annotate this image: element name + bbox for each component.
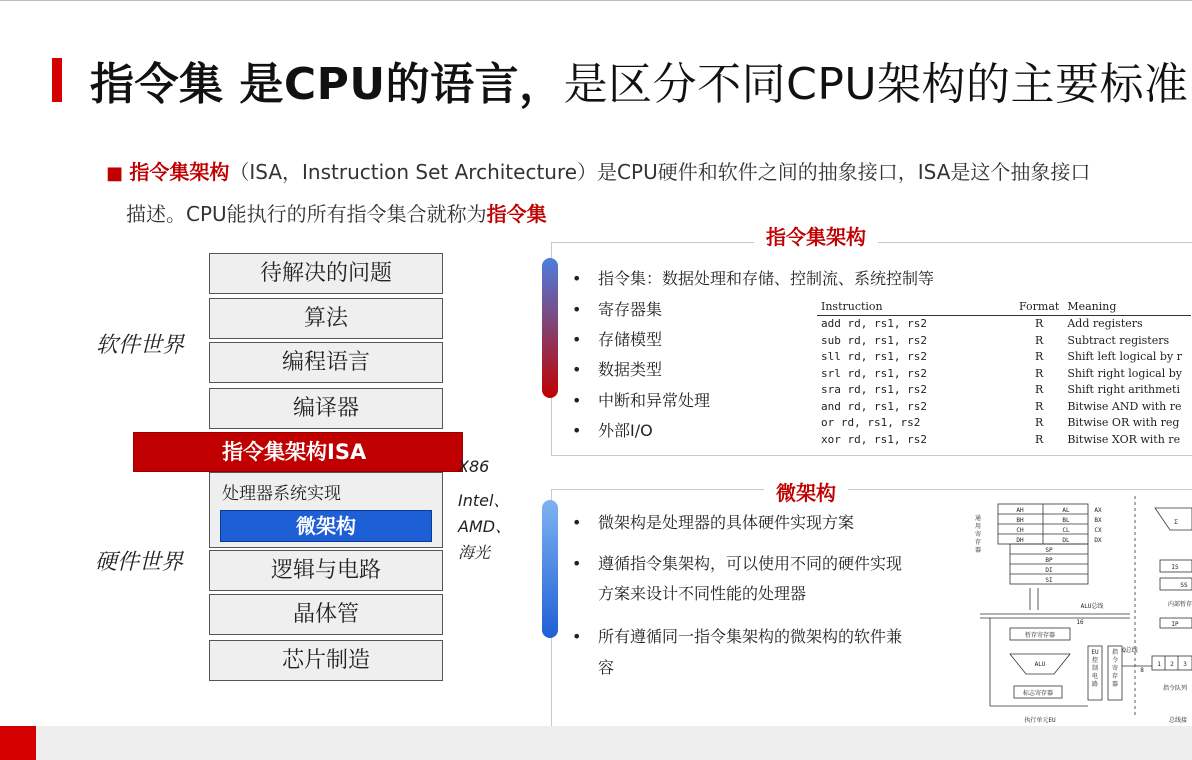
alu-bus-width: 16 [1076,619,1084,626]
top-border-line [0,0,1192,1]
isa-item-text: 中断和异常处理 [598,391,711,410]
micro-item: • 所有遵循同一指令集架构的微架构的软件兼 [572,627,903,646]
layer-compiler: 编译器 [209,388,443,429]
col-meaning: Meaning [1063,298,1191,316]
gp-reg-label-5: 器 [974,547,982,554]
cell-instruction: or rd, rs1, rs2 [821,416,921,429]
reg-bx: BX [1094,517,1102,524]
gp-reg-label-4: 存 [974,539,982,546]
queue-cell-3: 3 [1183,661,1187,668]
table-row [817,366,1191,383]
intro-line2-text: 描述。CPU能执行的所有指令集合就称为 [126,202,487,226]
flags-register: 标志寄存器 [1022,690,1054,697]
reg-sp: SP [1045,547,1053,554]
seg-reg-ip: IP [1171,621,1179,628]
eu-ctrl-4: 电 [1091,673,1099,680]
cell-format: R [1035,416,1044,429]
bus-unit-label: 总线接 [1168,717,1188,724]
cell-instruction: xor rd, rs1, rs2 [821,432,927,446]
q-bus-label: Q总线 [1122,647,1138,654]
isa-item: • 中断和异常处理 [572,391,711,410]
cpu-diagram-svg [970,496,1192,726]
title-rest: 是区分不同CPU架构的主要标准 [563,59,1189,110]
instruction-queue-label: 指令队列 [1162,685,1188,692]
cell-format: R [1035,432,1044,446]
seg-reg-is: IS [1171,564,1179,571]
isa-item: • 指令集：数据处理和存储、控制流、系统控制等 [572,269,935,288]
intro-line1: （ISA，Instruction Set Architecture）是CPU硬件和软件之间的抽象接口，ISA是这个抽象接口 [229,160,1091,184]
isa-panel-title: 指令集架构 [754,221,878,250]
micro-item: • 遵循指令集架构，可以使用不同的硬件实现 [572,554,903,573]
page-title [90,48,1189,112]
cell-meaning: Bitwise AND with re [1067,399,1182,413]
cell-instruction: sll rd, rs1, rs2 [821,350,927,363]
intro-paragraph [106,152,1192,234]
reg-bl: BL [1062,517,1070,524]
isa-item-text: 外部I/O [598,421,653,440]
hardware-world-label: 硬件世界 [95,550,184,575]
cell-meaning: Bitwise OR with reg [1067,416,1180,429]
layer-microarch: 微架构 [220,510,432,542]
instruction-table [817,298,1191,448]
cell-instruction: sub rd, rs1, rs2 [821,333,927,347]
cell-instruction: srl rd, rs1, rs2 [821,366,927,380]
reg-dl: DL [1062,537,1070,544]
gp-reg-label-3: 寄 [974,531,982,538]
footer-brand-block [0,726,36,760]
reg-di: DI [1045,567,1053,574]
alu-bus-label: ALU总线 [1080,603,1104,610]
cmd-reg-1: 指 [1111,649,1119,656]
micro-panel-title: 微架构 [764,477,848,506]
micro-item: • 微架构是处理器的具体硬件实现方案 [572,513,855,532]
cell-meaning: Bitwise XOR with re [1067,432,1181,446]
table-row [817,349,1191,366]
cmd-reg-5: 器 [1111,681,1119,688]
seg-reg-ss: SS [1180,582,1188,589]
table-row [817,316,1191,333]
reg-bp: BP [1045,557,1053,564]
eu-label: 执行单元EU [1024,717,1056,724]
cell-instruction: and rd, rs1, rs2 [821,399,927,413]
isa-example-hygon: 海光 [458,543,491,562]
cmd-reg-4: 存 [1111,673,1119,680]
bullet-square-icon: ■ [106,163,124,184]
cmd-reg-2: 令 [1111,657,1119,664]
table-row [817,333,1191,350]
reg-cl: CL [1062,527,1070,534]
cell-format: R [1035,399,1044,413]
software-world-label: 软件世界 [96,333,185,358]
eu-ctrl-1: EU [1091,649,1099,656]
reg-al: AL [1062,507,1070,514]
isa-item: • 寄存器集 [572,300,663,319]
cmd-reg-3: 寄 [1111,665,1119,672]
intro-term: 指令集架构 [129,160,230,184]
gp-reg-label-1: 通 [974,515,982,522]
title-accent-bar [52,58,62,102]
instruction-table-header [817,298,1191,316]
temp-register: 暂存寄存器 [1024,632,1056,639]
queue-cell-2: 2 [1170,661,1174,668]
cell-format: R [1035,383,1044,396]
reg-dx: DX [1094,537,1102,544]
cell-meaning: Shift left logical by r [1067,350,1182,363]
table-row [817,432,1191,449]
reg-ah: AH [1016,507,1024,514]
col-instruction: Instruction [817,298,1015,316]
isa-item-text: 数据类型 [598,360,663,379]
isa-accent-bar [542,258,558,398]
table-row [817,382,1191,399]
micro-accent-bar [542,500,558,638]
micro-item-cont: 容 [598,658,615,677]
isa-item: • 数据类型 [572,360,663,379]
reg-ax: AX [1094,507,1102,514]
layer-language: 编程语言 [209,342,443,383]
table-row [817,399,1191,416]
layer-processor-impl [209,472,443,548]
layer-algorithm: 算法 [209,298,443,339]
isa-example-intel: Intel、 [458,491,510,510]
cell-format: R [1035,333,1044,347]
layer-logic-circuit: 逻辑与电路 [209,550,443,591]
isa-example-x86: X86 [458,457,490,476]
isa-item-text: 寄存器集 [598,300,663,319]
table-row [817,415,1191,432]
cell-format: R [1035,317,1044,330]
micro-item-text: 遵循指令集架构，可以使用不同的硬件实现 [598,554,903,573]
isa-example-amd: AMD、 [458,517,512,536]
reg-dh: DH [1016,537,1024,544]
gp-reg-label-2: 用 [974,523,982,530]
cell-format: R [1035,350,1044,363]
cell-meaning: Shift right logical by [1067,366,1182,380]
isa-item: • 外部I/O [572,421,653,440]
eu-ctrl-5: 路 [1091,681,1099,688]
footer-band [0,726,1192,760]
cell-meaning: Add registers [1067,317,1143,330]
isa-item: • 存储模型 [572,330,663,349]
intro-line2-term: 指令集 [486,202,547,226]
reg-bh: BH [1016,517,1024,524]
layer-problem: 待解决的问题 [209,253,443,294]
cell-instruction: add rd, rs1, rs2 [821,317,927,330]
micro-item-text: 所有遵循同一指令集架构的微架构的软件兼 [598,627,903,646]
eu-ctrl-3: 制 [1091,665,1099,672]
eu-ctrl-2: 控 [1091,657,1099,664]
cell-meaning: Subtract registers [1067,333,1170,347]
cell-instruction: sra rd, rs1, rs2 [821,383,927,396]
alu-label: ALU [1034,661,1046,668]
layer-transistor: 晶体管 [209,594,443,635]
cpu-block-diagram [970,496,1192,726]
cell-meaning: Shift right arithmeti [1067,383,1180,396]
reg-ch: CH [1016,527,1024,534]
isa-item-text: 指令集：数据处理和存储、控制流、系统控制等 [598,269,935,288]
layer-chip-fab: 芯片制造 [209,640,443,681]
col-format: Format [1015,298,1063,316]
isa-item-text: 存储模型 [598,330,663,349]
layer-isa: 指令集架构ISA [133,432,463,472]
title-separator: ， [519,59,564,110]
intro-line2 [106,194,1192,234]
cell-format: R [1035,366,1044,380]
sigma-adder: Σ [1174,519,1178,526]
internal-temp-label: 内部暂存 [1167,601,1192,608]
impl-label: 处理器系统实现 [222,484,341,504]
micro-item-cont: 方案来设计不同性能的处理器 [598,584,807,603]
micro-item-text: 微架构是处理器的具体硬件实现方案 [598,513,855,532]
title-bold: 指令集 是CPU的语言 [90,59,520,110]
q-bus-width: 8 [1140,667,1144,674]
queue-cell-1: 1 [1157,661,1161,668]
reg-si: SI [1045,577,1053,584]
reg-cx: CX [1094,527,1102,534]
